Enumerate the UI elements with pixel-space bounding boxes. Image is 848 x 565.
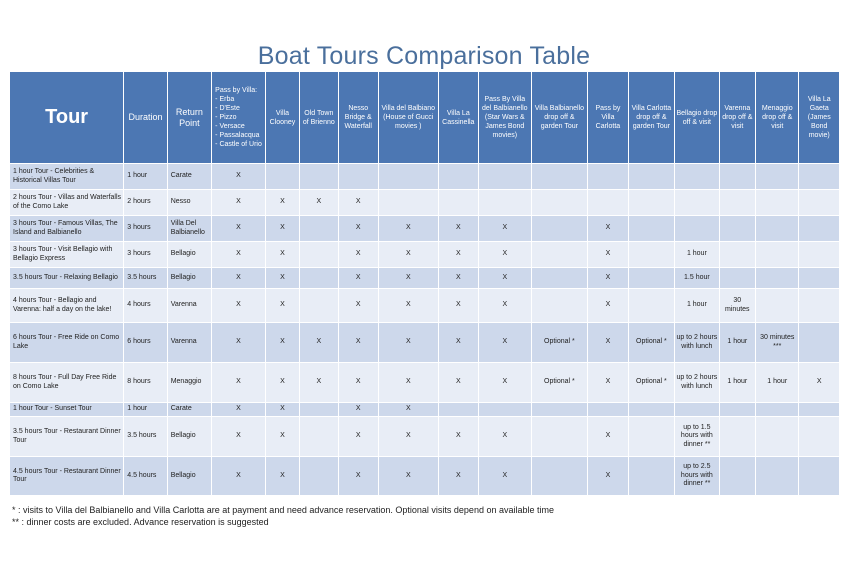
stop-cell	[756, 242, 799, 268]
footnote-2: ** : dinner costs are excluded. Advance reservation is suggested	[12, 517, 269, 527]
stop-cell: X	[378, 268, 438, 289]
stop-cell	[799, 242, 840, 268]
stop-cell: X	[338, 323, 378, 363]
stop-cell: 30 minutes	[719, 289, 755, 323]
stop-cell	[799, 190, 840, 216]
duration-cell: 6 hours	[124, 323, 167, 363]
stop-cell	[300, 164, 338, 190]
duration-cell: 4 hours	[124, 289, 167, 323]
stop-cell	[719, 268, 755, 289]
stop-cell: X	[378, 417, 438, 457]
stop-cell	[719, 457, 755, 496]
stop-cell	[799, 164, 840, 190]
stop-cell: X	[438, 289, 478, 323]
header-villa-cassinella: Villa La Cassinella	[438, 72, 478, 164]
tour-name-cell: 3.5 hours Tour - Restaurant Dinner Tour	[10, 417, 124, 457]
stop-cell	[265, 164, 299, 190]
stop-cell: X	[265, 242, 299, 268]
stop-cell	[628, 457, 675, 496]
stop-cell: X	[438, 417, 478, 457]
stop-cell: X	[799, 363, 840, 403]
stop-cell	[588, 164, 628, 190]
stop-cell	[756, 164, 799, 190]
header-menaggio-dropoff: Menaggio drop off & visit	[756, 72, 799, 164]
stop-cell: X	[378, 242, 438, 268]
stop-cell: Optional *	[531, 363, 588, 403]
stop-cell	[799, 289, 840, 323]
stop-cell: X	[588, 268, 628, 289]
stop-cell	[675, 164, 719, 190]
stop-cell: X	[479, 363, 532, 403]
stop-cell	[300, 457, 338, 496]
footnote-1: * : visits to Villa del Balbianello and Villa Carlotta are at payment and need advance reservation. Optional visits depend on available time	[12, 505, 554, 515]
stop-cell	[628, 268, 675, 289]
stop-cell: X	[438, 242, 478, 268]
stop-cell	[300, 242, 338, 268]
return-point-cell: Varenna	[167, 323, 211, 363]
table-body	[10, 164, 840, 496]
stop-cell: X	[212, 363, 266, 403]
stop-cell: up to 2 hours with lunch	[675, 363, 719, 403]
header-duration: Duration	[124, 72, 167, 164]
stop-cell	[531, 457, 588, 496]
stop-cell: X	[378, 363, 438, 403]
table-row	[10, 403, 840, 417]
stop-cell	[756, 417, 799, 457]
stop-cell	[479, 164, 532, 190]
stop-cell	[628, 190, 675, 216]
stop-cell	[378, 164, 438, 190]
stop-cell	[531, 164, 588, 190]
stop-cell: 1 hour	[756, 363, 799, 403]
stop-cell	[675, 216, 719, 242]
stop-cell: X	[212, 403, 266, 417]
stop-cell: X	[300, 190, 338, 216]
header-pass-balbianello: Pass By Villa del Balbianello (Star Wars & James Bond movies)	[479, 72, 532, 164]
stop-cell: 1 hour	[675, 289, 719, 323]
table-row	[10, 323, 840, 363]
stop-cell: X	[378, 403, 438, 417]
stop-cell: 1.5 hour	[675, 268, 719, 289]
stop-cell	[531, 289, 588, 323]
header-carlotta-dropoff: Villa Carlotta drop off & garden Tour	[628, 72, 675, 164]
header-varenna-dropoff: Varenna drop off & visit	[719, 72, 755, 164]
duration-cell: 4.5 hours	[124, 457, 167, 496]
stop-cell	[719, 417, 755, 457]
stop-cell	[628, 216, 675, 242]
stop-cell: X	[212, 457, 266, 496]
stop-cell: X	[479, 323, 532, 363]
return-point-cell: Villa Del Balbianello	[167, 216, 211, 242]
stop-cell: X	[378, 457, 438, 496]
stop-cell	[531, 216, 588, 242]
header-old-town-brienno: Old Town of Brienno	[300, 72, 338, 164]
stop-cell	[756, 457, 799, 496]
stop-cell	[799, 457, 840, 496]
stop-cell: X	[212, 417, 266, 457]
stop-cell: X	[378, 323, 438, 363]
stop-cell: X	[212, 164, 266, 190]
stop-cell: X	[479, 289, 532, 323]
tour-name-cell: 1 hour Tour - Sunset Tour	[10, 403, 124, 417]
duration-cell: 3 hours	[124, 242, 167, 268]
table-row	[10, 289, 840, 323]
tour-name-cell: 3 hours Tour - Famous Villas, The Island and Balbianello	[10, 216, 124, 242]
stop-cell	[756, 403, 799, 417]
table-row	[10, 190, 840, 216]
stop-cell	[756, 216, 799, 242]
header-row	[10, 72, 840, 164]
stop-cell	[338, 164, 378, 190]
stop-cell	[300, 216, 338, 242]
stop-cell	[479, 403, 532, 417]
stop-cell: Optional *	[628, 323, 675, 363]
stop-cell	[300, 289, 338, 323]
return-point-cell: Varenna	[167, 289, 211, 323]
stop-cell	[588, 403, 628, 417]
tour-name-cell: 2 hours Tour - Villas and Waterfalls of the Como Lake	[10, 190, 124, 216]
stop-cell	[628, 417, 675, 457]
stop-cell	[756, 268, 799, 289]
stop-cell: X	[588, 216, 628, 242]
stop-cell	[531, 417, 588, 457]
return-point-cell: Carate	[167, 164, 211, 190]
return-point-cell: Bellagio	[167, 242, 211, 268]
stop-cell: X	[338, 363, 378, 403]
stop-cell: X	[212, 190, 266, 216]
stop-cell	[719, 164, 755, 190]
header-bellagio-dropoff: Bellagio drop off & visit	[675, 72, 719, 164]
stop-cell: X	[338, 417, 378, 457]
stop-cell: up to 1.5 hours with dinner **	[675, 417, 719, 457]
stop-cell	[719, 242, 755, 268]
tour-name-cell: 3.5 hours Tour - Relaxing Bellagio	[10, 268, 124, 289]
stop-cell: X	[479, 216, 532, 242]
stop-cell: X	[588, 323, 628, 363]
stop-cell: X	[265, 268, 299, 289]
stop-cell: X	[479, 417, 532, 457]
duration-cell: 8 hours	[124, 363, 167, 403]
tour-name-cell: 3 hours Tour - Visit Bellagio with Bellagio Express	[10, 242, 124, 268]
tour-name-cell: 8 hours Tour - Full Day Free Ride on Como Lake	[10, 363, 124, 403]
stop-cell	[531, 268, 588, 289]
stop-cell	[756, 289, 799, 323]
stop-cell	[675, 403, 719, 417]
stop-cell: X	[378, 216, 438, 242]
stop-cell: X	[338, 457, 378, 496]
stop-cell: X	[588, 417, 628, 457]
header-pass-by-villa: Pass by Villa: - Erba - D'Este - Pizzo - Versace - Passalacqua - Castle of Urio	[212, 72, 266, 164]
stop-cell	[588, 190, 628, 216]
stop-cell: X	[265, 403, 299, 417]
stop-cell	[378, 190, 438, 216]
stop-cell: X	[212, 289, 266, 323]
comparison-table	[9, 71, 840, 496]
header-pass-carlotta: Pass by Villa Carlotta	[588, 72, 628, 164]
stop-cell	[438, 403, 478, 417]
page-title: Boat Tours Comparison Table	[257, 42, 591, 70]
stop-cell: X	[212, 323, 266, 363]
header-return-point: Return Point	[167, 72, 211, 164]
stop-cell: Optional *	[531, 323, 588, 363]
stop-cell	[628, 164, 675, 190]
stop-cell	[531, 190, 588, 216]
stop-cell	[628, 289, 675, 323]
stop-cell	[438, 190, 478, 216]
stop-cell	[799, 417, 840, 457]
stop-cell	[628, 403, 675, 417]
return-point-cell: Carate	[167, 403, 211, 417]
stop-cell: X	[438, 363, 478, 403]
stop-cell: X	[338, 190, 378, 216]
duration-cell: 3 hours	[124, 216, 167, 242]
stop-cell: X	[265, 289, 299, 323]
footnotes	[12, 504, 554, 528]
stop-cell: X	[588, 363, 628, 403]
tour-name-cell: 6 hours Tour - Free Ride on Como Lake	[10, 323, 124, 363]
table-row	[10, 216, 840, 242]
tour-name-cell: 4.5 hours Tour - Restaurant Dinner Tour	[10, 457, 124, 496]
header-nesso-bridge: Nesso Bridge & Waterfall	[338, 72, 378, 164]
stop-cell: X	[265, 216, 299, 242]
duration-cell: 1 hour	[124, 164, 167, 190]
stop-cell: X	[265, 363, 299, 403]
stop-cell	[438, 164, 478, 190]
header-villa-gaeta: Villa La Gaeta (James Bond movie)	[799, 72, 840, 164]
duration-cell: 3.5 hours	[124, 268, 167, 289]
return-point-cell: Bellagio	[167, 457, 211, 496]
stop-cell: X	[438, 268, 478, 289]
return-point-cell: Bellagio	[167, 417, 211, 457]
stop-cell: X	[588, 289, 628, 323]
table-row	[10, 164, 840, 190]
stop-cell: X	[479, 268, 532, 289]
stop-cell	[675, 190, 719, 216]
stop-cell	[531, 242, 588, 268]
stop-cell: X	[338, 216, 378, 242]
header-villa-balbiano: Villa del Balbiano (House of Gucci movies )	[378, 72, 438, 164]
stop-cell	[531, 403, 588, 417]
stop-cell: X	[479, 457, 532, 496]
stop-cell	[756, 190, 799, 216]
duration-cell: 3.5 hours	[124, 417, 167, 457]
stop-cell: 30 minutes ***	[756, 323, 799, 363]
return-point-cell: Nesso	[167, 190, 211, 216]
return-point-cell: Bellagio	[167, 268, 211, 289]
table-row	[10, 417, 840, 457]
stop-cell	[479, 190, 532, 216]
stop-cell: X	[212, 242, 266, 268]
stop-cell: X	[300, 323, 338, 363]
stop-cell: 1 hour	[719, 323, 755, 363]
stop-cell: X	[265, 457, 299, 496]
stop-cell: X	[479, 242, 532, 268]
stop-cell: X	[265, 190, 299, 216]
stop-cell: Optional *	[628, 363, 675, 403]
stop-cell: X	[588, 242, 628, 268]
stop-cell: X	[265, 417, 299, 457]
stop-cell: 1 hour	[719, 363, 755, 403]
stop-cell	[719, 216, 755, 242]
tour-name-cell: 1 hour Tour - Celebrities & Historical Villas Tour	[10, 164, 124, 190]
stop-cell: X	[300, 363, 338, 403]
stop-cell: X	[338, 242, 378, 268]
stop-cell: X	[438, 323, 478, 363]
stop-cell: X	[588, 457, 628, 496]
stop-cell: X	[338, 268, 378, 289]
stop-cell	[799, 268, 840, 289]
stop-cell	[799, 323, 840, 363]
stop-cell: X	[378, 289, 438, 323]
table-row	[10, 268, 840, 289]
stop-cell: X	[212, 216, 266, 242]
stop-cell: X	[212, 268, 266, 289]
stop-cell	[300, 403, 338, 417]
stop-cell: X	[438, 216, 478, 242]
stop-cell	[719, 190, 755, 216]
stop-cell	[300, 268, 338, 289]
stop-cell	[799, 216, 840, 242]
stop-cell	[300, 417, 338, 457]
stop-cell: X	[265, 323, 299, 363]
duration-cell: 1 hour	[124, 403, 167, 417]
header-villa-clooney: Villa Clooney	[265, 72, 299, 164]
table-row	[10, 457, 840, 496]
tour-name-cell: 4 hours Tour - Bellagio and Varenna: half a day on the lake!	[10, 289, 124, 323]
stop-cell	[799, 403, 840, 417]
duration-cell: 2 hours	[124, 190, 167, 216]
stop-cell: up to 2 hours with lunch	[675, 323, 719, 363]
table-row	[10, 363, 840, 403]
header-tour: Tour	[10, 72, 124, 164]
header-balbianello-dropoff: Villa Balbianello drop off & garden Tour	[531, 72, 588, 164]
return-point-cell: Menaggio	[167, 363, 211, 403]
stop-cell: X	[338, 289, 378, 323]
stop-cell	[628, 242, 675, 268]
stop-cell: up to 2.5 hours with dinner **	[675, 457, 719, 496]
stop-cell: X	[438, 457, 478, 496]
stop-cell: 1 hour	[675, 242, 719, 268]
stop-cell	[719, 403, 755, 417]
stop-cell: X	[338, 403, 378, 417]
table-row	[10, 242, 840, 268]
